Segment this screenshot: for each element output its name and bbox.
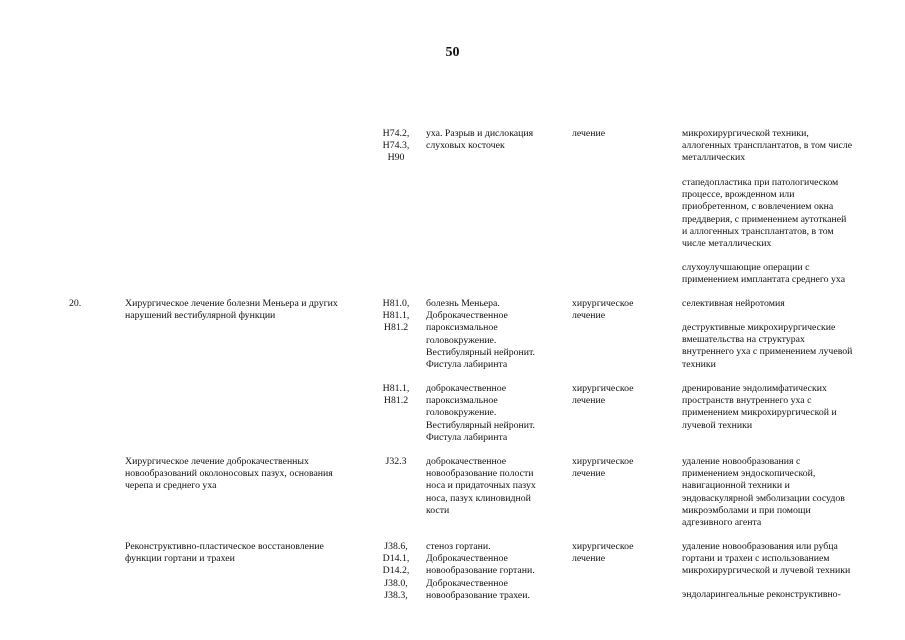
patient-model: болезнь Меньера. Доброкачественное пароксизмальное головокружение. Вестибулярный нейронит. Фистула лабиринта xyxy=(426,298,535,371)
treatment-method: селективная нейротомия xyxy=(682,298,785,309)
icd-codes: H81.1, H81.2 xyxy=(382,383,410,407)
patient-model: доброкачественное новообразование полости носа и придаточных пазух носа, пазух клиновидной кости xyxy=(426,456,536,516)
treatment-method: стапедопластика при патологическом процессе, врожденном или приобретенном, с вовлечением окна преддверия, с применением аутотканей и аллогенных трансплантатов, в том числе металлических xyxy=(682,177,847,250)
treatment-method: удаление новообразования или рубца гортани и трахеи с использованием микрохирургической и лучевой техники xyxy=(682,541,851,577)
treatment-method: деструктивные микрохирургические вмешательства на структурах внутреннего уха с применением лучевой техники xyxy=(682,322,853,370)
treatment-method: эндоларингеальные реконструктивно- xyxy=(682,589,841,600)
patient-model: стеноз гортани. Доброкачественное новообразование гортани. Доброкачественное новообразование трахеи. xyxy=(426,541,535,601)
treatment-type: хирургическое лечение xyxy=(572,456,634,480)
row-number: 20. xyxy=(69,298,82,309)
icd-codes: J38.6, D14.1, D14.2, J38.0, J38.3, xyxy=(382,541,410,601)
icd-codes: H74.2, H74.3, H90 xyxy=(382,128,410,164)
care-type-name: Хирургическое лечение доброкачественных новообразований околоносовых пазух, основания черепа и среднего уха xyxy=(125,456,333,492)
patient-model: уха. Разрыв и дислокация слуховых косточек xyxy=(426,128,534,152)
page-number: 50 xyxy=(445,45,460,60)
patient-model: доброкачественное пароксизмальное головокружение. Вестибулярный нейронит. Фистула лабиринта xyxy=(426,383,535,443)
treatment-method: слухоулучшающие операции с применением имплантата среднего уха xyxy=(682,262,846,286)
treatment-method: удаление новообразования с применением эндоскопической, навигационной техники и эндоваскулярной эмболизации сосудов микроэмболами и при помощи адгезивного агента xyxy=(682,456,845,529)
treatment-method: микрохирургической техники, аллогенных трансплантатов, в том числе металлических xyxy=(682,128,853,164)
icd-codes: J32.3 xyxy=(385,456,407,467)
treatment-type: лечение xyxy=(572,128,606,139)
icd-codes: H81.0, H81.1, H81.2 xyxy=(382,298,410,334)
care-type-name: Реконструктивно-пластическое восстановление функции гортани и трахеи xyxy=(125,541,324,565)
treatment-method: дренирование эндолимфатических пространств внутреннего уха с применением микрохирургической и лучевой техники xyxy=(682,383,837,431)
treatment-type: хирургическое лечение xyxy=(572,541,634,565)
treatment-type: хирургическое лечение xyxy=(572,383,634,407)
treatment-type: хирургическое лечение xyxy=(572,298,634,322)
care-type-name: Хирургическое лечение болезни Меньера и других нарушений вестибулярной функции xyxy=(125,298,338,322)
